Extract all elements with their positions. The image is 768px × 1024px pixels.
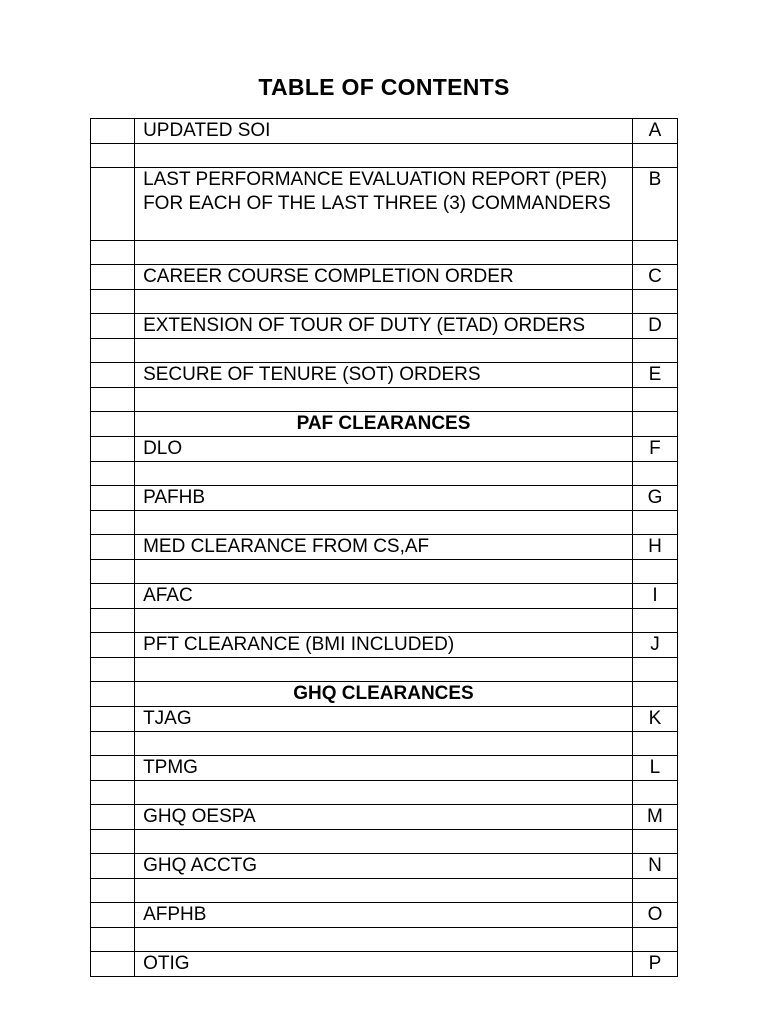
spacer-row: [91, 609, 678, 633]
entry-title: [135, 879, 633, 903]
spacer-row: [91, 928, 678, 952]
annex-letter: [632, 658, 677, 682]
annex-letter: F: [632, 437, 677, 462]
table-row: [91, 363, 678, 388]
index-cell: [91, 707, 135, 732]
entry-title: [135, 144, 633, 168]
table-row: [91, 314, 678, 339]
spacer-row: [91, 560, 678, 584]
index-cell: [91, 903, 135, 928]
annex-letter: [632, 928, 677, 952]
index-cell: [91, 462, 135, 486]
index-cell: [91, 363, 135, 388]
annex-letter: J: [632, 633, 677, 658]
page-title: TABLE OF CONTENTS: [258, 74, 510, 100]
table-row: [91, 584, 678, 609]
index-cell: [91, 854, 135, 879]
annex-letter: [632, 511, 677, 535]
entry-title: [135, 511, 633, 535]
table-row: [91, 952, 678, 977]
spacer-row: [91, 781, 678, 805]
annex-letter: D: [632, 314, 677, 339]
annex-letter: [632, 830, 677, 854]
table-row: [91, 486, 678, 511]
table-row: [91, 265, 678, 290]
annex-letter: B: [632, 168, 677, 241]
entry-title: OTIG: [135, 952, 633, 977]
annex-letter: [632, 241, 677, 265]
section-heading: GHQ CLEARANCES: [135, 682, 633, 707]
entry-title: [135, 928, 633, 952]
entry-title: CAREER COURSE COMPLETION ORDER: [135, 265, 633, 290]
section-heading-row: [91, 682, 678, 707]
annex-letter: [632, 609, 677, 633]
entry-title: GHQ ACCTG: [135, 854, 633, 879]
section-heading: PAF CLEARANCES: [135, 412, 633, 437]
spacer-row: [91, 144, 678, 168]
entry-title: PAFHB: [135, 486, 633, 511]
entry-title: UPDATED SOI: [135, 119, 633, 144]
spacer-row: [91, 830, 678, 854]
table-row: [91, 633, 678, 658]
annex-letter: [632, 879, 677, 903]
table-row: [91, 756, 678, 781]
toc-body: [91, 119, 678, 977]
entry-title: TPMG: [135, 756, 633, 781]
spacer-row: [91, 290, 678, 314]
annex-letter: I: [632, 584, 677, 609]
entry-title: SECURE OF TENURE (SOT) ORDERS: [135, 363, 633, 388]
table-row: [91, 903, 678, 928]
index-cell: [91, 830, 135, 854]
index-cell: [91, 682, 135, 707]
annex-letter: [632, 412, 677, 437]
index-cell: [91, 658, 135, 682]
index-cell: [91, 732, 135, 756]
index-cell: [91, 168, 135, 241]
section-heading-row: [91, 412, 678, 437]
annex-letter: [632, 144, 677, 168]
entry-title: [135, 560, 633, 584]
annex-letter: H: [632, 535, 677, 560]
entry-title: [135, 241, 633, 265]
spacer-row: [91, 511, 678, 535]
annex-letter: [632, 339, 677, 363]
spacer-row: [91, 241, 678, 265]
entry-title: EXTENSION OF TOUR OF DUTY (ETAD) ORDERS: [135, 314, 633, 339]
entry-title: [135, 609, 633, 633]
annex-letter: [632, 388, 677, 412]
table-of-contents: [90, 118, 678, 977]
spacer-row: [91, 879, 678, 903]
index-cell: [91, 388, 135, 412]
entry-title: [135, 830, 633, 854]
index-cell: [91, 781, 135, 805]
annex-letter: O: [632, 903, 677, 928]
spacer-row: [91, 339, 678, 363]
entry-title: [135, 462, 633, 486]
annex-letter: C: [632, 265, 677, 290]
annex-letter: [632, 290, 677, 314]
spacer-row: [91, 462, 678, 486]
entry-title: GHQ OESPA: [135, 805, 633, 830]
spacer-row: [91, 732, 678, 756]
annex-letter: P: [632, 952, 677, 977]
index-cell: [91, 241, 135, 265]
table-row: [91, 437, 678, 462]
index-cell: [91, 412, 135, 437]
table-row: [91, 707, 678, 732]
index-cell: [91, 584, 135, 609]
entry-title: [135, 781, 633, 805]
index-cell: [91, 756, 135, 781]
index-cell: [91, 952, 135, 977]
entry-title: AFPHB: [135, 903, 633, 928]
table-row: [91, 805, 678, 830]
index-cell: [91, 314, 135, 339]
annex-letter: [632, 781, 677, 805]
annex-letter: K: [632, 707, 677, 732]
annex-letter: [632, 560, 677, 584]
index-cell: [91, 609, 135, 633]
entry-title: [135, 290, 633, 314]
index-cell: [91, 560, 135, 584]
entry-title: TJAG: [135, 707, 633, 732]
index-cell: [91, 290, 135, 314]
index-cell: [91, 339, 135, 363]
index-cell: [91, 879, 135, 903]
annex-letter: M: [632, 805, 677, 830]
table-row: [91, 535, 678, 560]
annex-letter: A: [632, 119, 677, 144]
entry-title: LAST PERFORMANCE EVALUATION REPORT (PER) FOR EACH OF THE LAST THREE (3) COMMANDERS: [135, 168, 633, 241]
entry-title: MED CLEARANCE FROM CS,AF: [135, 535, 633, 560]
entry-title: [135, 658, 633, 682]
index-cell: [91, 928, 135, 952]
entry-title: [135, 732, 633, 756]
spacer-row: [91, 388, 678, 412]
index-cell: [91, 437, 135, 462]
annex-letter: N: [632, 854, 677, 879]
entry-title: AFAC: [135, 584, 633, 609]
table-row: [91, 119, 678, 144]
entry-title: PFT CLEARANCE (BMI INCLUDED): [135, 633, 633, 658]
index-cell: [91, 805, 135, 830]
spacer-row: [91, 658, 678, 682]
index-cell: [91, 119, 135, 144]
entry-title: DLO: [135, 437, 633, 462]
entry-title: [135, 388, 633, 412]
entry-title: [135, 339, 633, 363]
index-cell: [91, 535, 135, 560]
annex-letter: [632, 732, 677, 756]
table-row: [91, 168, 678, 241]
index-cell: [91, 265, 135, 290]
table-row: [91, 854, 678, 879]
index-cell: [91, 144, 135, 168]
annex-letter: E: [632, 363, 677, 388]
annex-letter: G: [632, 486, 677, 511]
index-cell: [91, 511, 135, 535]
annex-letter: [632, 462, 677, 486]
annex-letter: L: [632, 756, 677, 781]
annex-letter: [632, 682, 677, 707]
index-cell: [91, 486, 135, 511]
index-cell: [91, 633, 135, 658]
